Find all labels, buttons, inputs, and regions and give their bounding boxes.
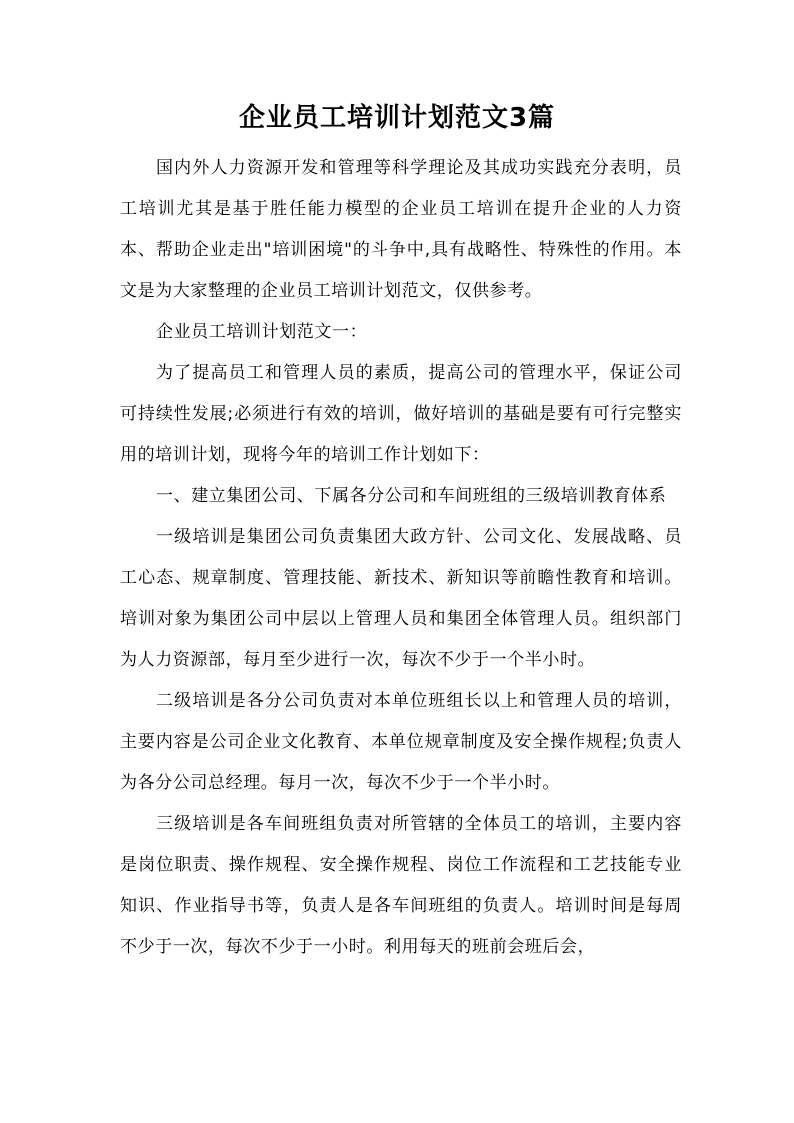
paragraph-level-one-training: 一级培训是集团公司负责集团大政方针、公司文化、发展战略、员工心态、规章制度、管理技能、新技术、新知识等前瞻性教育和培训。培训对象为集团公司中层以上管理人员和集团全体管理人员。组织部门为人力资源部，每月至少进行一次，每次不少于一个半小时。 — [120, 527, 682, 670]
paragraph-level-two-training: 二级培训是各分公司负责对本单位班组长以上和管理人员的培训，主要内容是公司企业文化教育、本单位规章制度及安全操作规程;负责人为各分公司总经理。每月一次，每次不少于一个半小时。 — [120, 691, 682, 793]
paragraph-level-three-training: 三级培训是各车间班组负责对所管辖的全体员工的培训，主要内容是岗位职责、操作规程、安全操作规程、岗位工作流程和工艺技能专业知识、作业指导书等，负责人是各车间班组的负责人。培训时间是每周不少于一次，每次不少于一小时。利用每天的班前会班后会， — [120, 814, 682, 957]
paragraph-intro: 国内外人力资源开发和管理等科学理论及其成功实践充分表明，员工培训尤其是基于胜任能力模型的企业员工培训在提升企业的人力资本、帮助企业走出"培训困境"的斗争中,具有战略性、特殊性的作用。本文是为大家整理的企业员工培训计划范文，仅供参考。 — [120, 158, 682, 301]
paragraph-section-heading: 企业员工培训计划范文一： — [156, 322, 368, 342]
paragraph-item-one: 一、建立集团公司、下属各分公司和车间班组的三级培训教育体系 — [156, 486, 667, 506]
document-body — [120, 148, 682, 968]
document-title: 企业员工培训计划范文3篇 — [238, 103, 556, 133]
paragraph-purpose: 为了提高员工和管理人员的素质，提高公司的管理水平，保证公司可持续性发展;必须进行有效的培训，做好培训的基础是要有可行完整实用的培训计划，现将今年的培训工作计划如下： — [120, 363, 682, 465]
